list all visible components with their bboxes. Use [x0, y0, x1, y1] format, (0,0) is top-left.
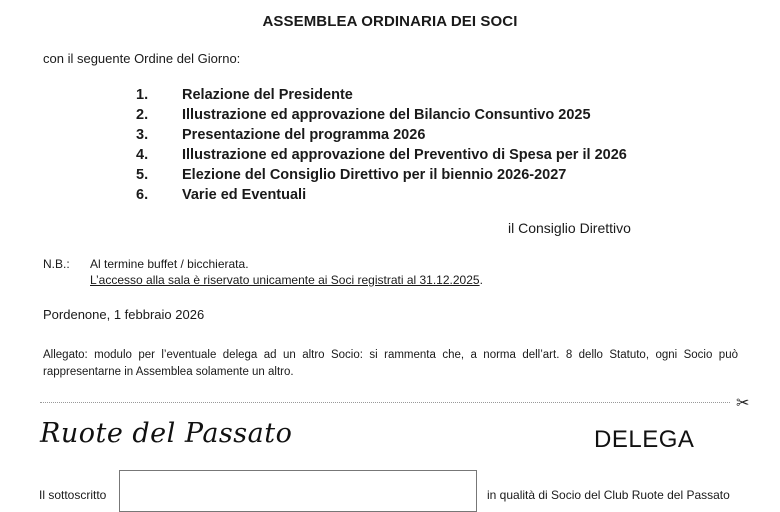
- club-logo-text: Ruote del Passato: [40, 418, 293, 449]
- agenda-item-number: 6.: [136, 187, 149, 203]
- nb-note-access: [90, 273, 483, 287]
- agenda-item-number: 1.: [136, 87, 149, 103]
- agenda-item-text: Varie ed Eventuali: [182, 187, 307, 203]
- member-qualification-text: in qualità di Socio del Club Ruote del Passato: [487, 488, 730, 502]
- agenda-item: [136, 105, 627, 125]
- attachment-note: Allegato: modulo per l’eventuale delega ad un altro Socio: si rammenta che, a norma dell’art. 8 dello Statuto, ogni Socio può rappresentarne in Assemblea solamente un altro.: [43, 349, 738, 378]
- scissors-icon: ✂: [736, 395, 750, 412]
- agenda-item-text: Illustrazione ed approvazione del Bilancio Consuntivo 2025: [182, 107, 591, 123]
- delega-title: DELEGA: [594, 426, 695, 453]
- agenda-item: [136, 145, 627, 165]
- agenda-item-text: Relazione del Presidente: [182, 87, 353, 103]
- agenda-list: [136, 85, 627, 205]
- agenda-item-number: 3.: [136, 127, 149, 143]
- agenda-intro: con il seguente Ordine del Giorno:: [43, 51, 241, 66]
- document-title: ASSEMBLEA ORDINARIA DEI SOCI: [262, 13, 518, 30]
- agenda-item-number: 4.: [136, 147, 149, 163]
- agenda-item-number: 2.: [136, 107, 149, 123]
- agenda-item: [136, 85, 627, 105]
- agenda-item-text: Elezione del Consiglio Direttivo per il biennio 2026-2027: [182, 167, 567, 183]
- agenda-item-number: 5.: [136, 167, 149, 183]
- undersigned-name-field[interactable]: [119, 470, 477, 512]
- nb-note-access-text: L’accesso alla sala è riservato unicamente ai Soci registrati al 31.12.2025: [90, 273, 480, 287]
- agenda-item: [136, 165, 627, 185]
- place-date: Pordenone, 1 febbraio 2026: [43, 307, 205, 322]
- agenda-item: [136, 125, 627, 145]
- agenda-item-text: Illustrazione ed approvazione del Preventivo di Spesa per il 2026: [182, 147, 627, 163]
- undersigned-label: Il sottoscritto: [39, 488, 107, 502]
- signature: il Consiglio Direttivo: [508, 220, 631, 236]
- nb-note-access-period: .: [479, 273, 483, 287]
- agenda-item: [136, 185, 627, 205]
- agenda-item-text: Presentazione del programma 2026: [182, 127, 426, 143]
- cut-line: [40, 402, 730, 403]
- nb-label: N.B.:: [43, 257, 70, 271]
- nb-note-buffet: Al termine buffet / bicchierata.: [90, 257, 249, 271]
